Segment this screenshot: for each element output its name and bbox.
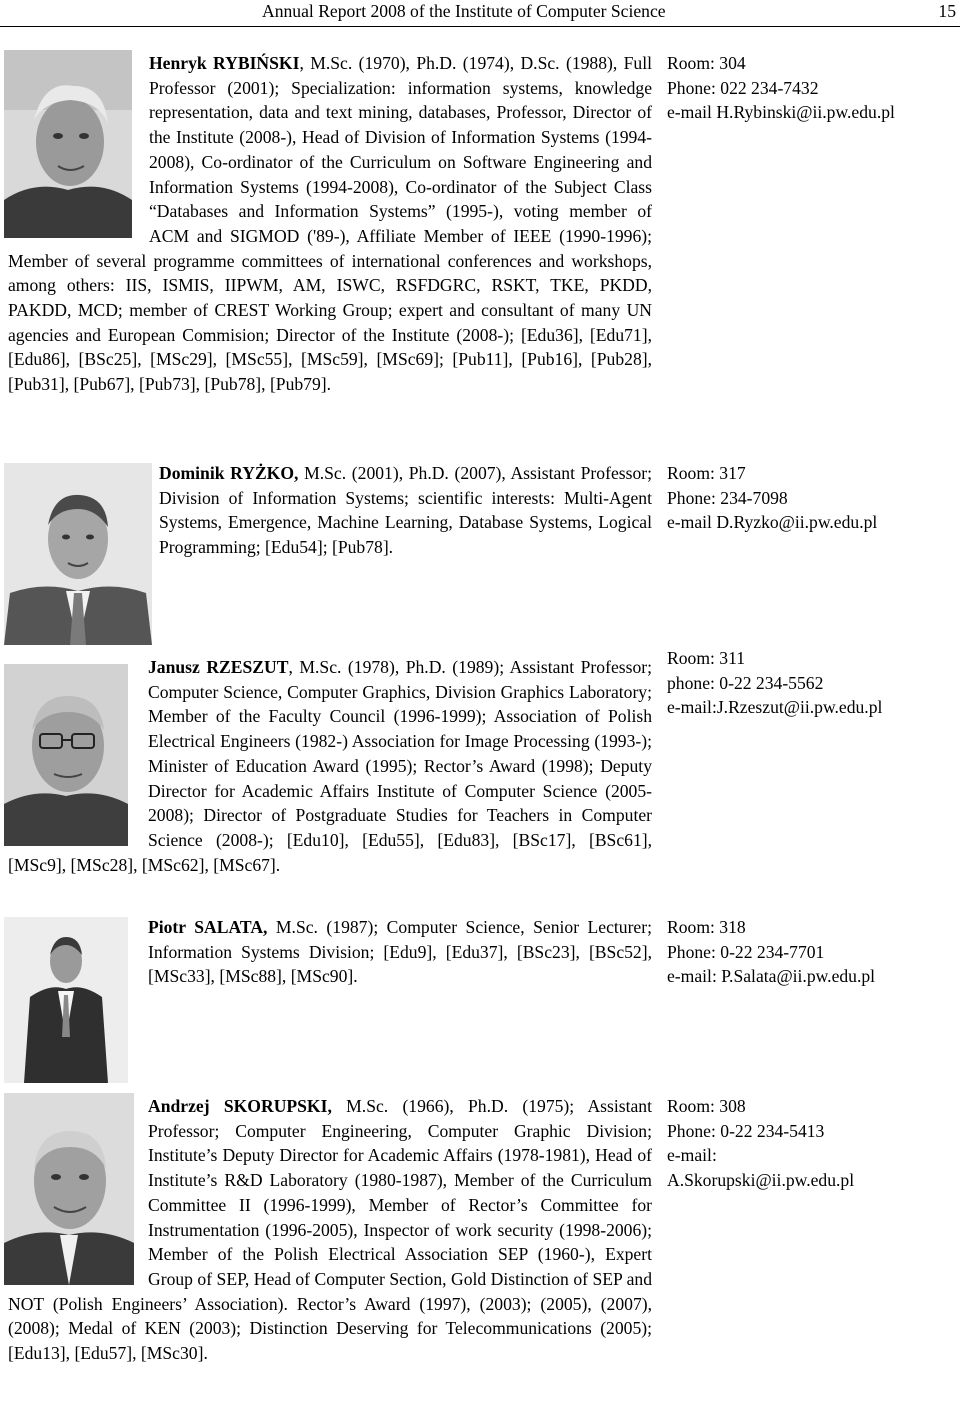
phone-number: Phone: 234-7098 (667, 487, 788, 508)
report-title: Annual Report 2008 of the Institute of Computer Science (262, 1, 666, 21)
email-address: A.Skorupski@ii.pw.edu.pl (667, 1170, 855, 1191)
bio-text: , M.Sc. (1970), Ph.D. (1974), D.Sc. (1988), Full Professor (2001); Specialization: information systems, knowledge representation, data and text mining, databases, Professor, Director of the Institute (2008-), Head of Division of Information Systems (1994-2008), Co-ordinator of the Curriculum on Software Engineering and Information Systems (1994-2008), Co-ordinator of the Subject Class “Databases and Information Systems” (1995-), voting member of ACM and SIGMOD ('89-), Affiliate Member of IEEE (1990-1996); Member of several programme committees of international conferences and workshops, among others: IIS, ISMIS, IIPWM, AM, ISWC, RSFDGRC, RSKT, TKE, PKDD, PAKDD, MCD; member of CREST Working Group; expert and consultant of many UN agencies and European Commision; Director of the Institute (2008-); [Edu36], [Edu71], [Edu86], [BSc25], [MSc29], [MSc55], [MSc59], [MSc69]; [Pub11], [Pub16], [Pub28], [Pub31], [Pub67], [Pub73], [Pub78], [Pub79]. (8, 53, 653, 395)
phone-number: phone: 0-22 234-5562 (667, 672, 824, 693)
email-address: e-mail:J.Rzeszut@ii.pw.edu.pl (667, 697, 883, 718)
person-name: Dominik RYŻKO, (159, 463, 299, 483)
bio-entry (8, 51, 652, 397)
contact-info (667, 646, 957, 720)
bio-text: M.Sc. (1987); Computer Science, Senior Lecturer; Information Systems Division; [Edu9], [Edu37], [BSc23], [BSc52], [MSc33], [MSc88], [MSc90]. (148, 917, 652, 987)
bio-text: M.Sc. (1966), Ph.D. (1975); Assistant Professor; Computer Engineering, Computer Graphic Division; Institute’s Deputy Director for Academic Affairs (1978-1981), Head of Institute’s R&D Laboratory (1980-1987), Member of the Curriculum Committee II (1996-1999), Member of Rector’s Committee for Instrumentation (1996-2005), Inspector of work security (1998-2006); Member of the Polish Electrical Association SEP (1960-), Expert Group of SEP, Head of Computer Section, Gold Distinction of SEP and NOT (Polish Engineers’ Association). Rector’s Award (1997), (2003); (2005), (2007), (2008); Medal of KEN (2003); Distinction Deserving for Telecommunications (2005); [Edu13], [Edu57], [MSc30]. (8, 1096, 652, 1364)
room-number: Room: 317 (667, 463, 746, 483)
email-label: e-mail: (667, 1145, 717, 1166)
bio-entry (8, 915, 652, 1081)
contact-info (667, 1094, 957, 1193)
email-address: e-mail: P.Salata@ii.pw.edu.pl (667, 966, 876, 987)
email-address: e-mail H.Rybinski@ii.pw.edu.pl (667, 102, 895, 123)
person-name: Piotr SALATA, (148, 917, 268, 937)
room-number: Room: 318 (667, 917, 746, 937)
phone-number: Phone: 0-22 234-7701 (667, 941, 825, 962)
bio-entry (8, 655, 652, 877)
contact-info (667, 461, 957, 535)
room-number: Room: 308 (667, 1096, 746, 1116)
person-name: Andrzej SKORUPSKI, (148, 1096, 332, 1116)
bio-entry (8, 461, 652, 583)
bio-text: , M.Sc. (1978), Ph.D. (1989); Assistant Professor; Computer Science, Computer Graphics, Division Graphics Laboratory; Member of the Faculty Council (1996-1999); Association of Polish Electrical Engineers (1982-) Association for Image Processing (1993-); Minister of Education Award (1995); Rector’s Award (1998); Deputy Director for Academic Affairs Institute of Computer Science (2005-2008); Director of Postgraduate Studies for Teachers in Computer Science (2008-); [Edu10], [Edu55], [Edu83], [BSc17], [BSc61], [MSc9], [MSc28], [MSc62], [MSc67]. (8, 657, 652, 875)
email-address: e-mail D.Ryzko@ii.pw.edu.pl (667, 512, 878, 533)
contact-info (667, 51, 957, 125)
phone-number: Phone: 022 234-7432 (667, 77, 819, 98)
person-name: Janusz RZESZUT (148, 657, 289, 677)
page-header (0, 0, 960, 27)
page-number: 15 (938, 1, 956, 21)
room-number: Room: 311 (667, 648, 746, 668)
person-name: Henryk RYBIŃSKI (149, 53, 300, 73)
phone-number: Phone: 0-22 234-5413 (667, 1120, 825, 1141)
contact-info (667, 915, 957, 989)
room-number: Room: 304 (667, 53, 746, 73)
bio-text: M.Sc. (2001), Ph.D. (2007), Assistant Professor; Division of Information Systems; scientific interests: Multi-Agent Systems, Emergence, Machine Learning, Database Systems, Logical Programming; [Edu54]; [Pub78]. (159, 463, 652, 558)
bio-entry (8, 1094, 652, 1366)
